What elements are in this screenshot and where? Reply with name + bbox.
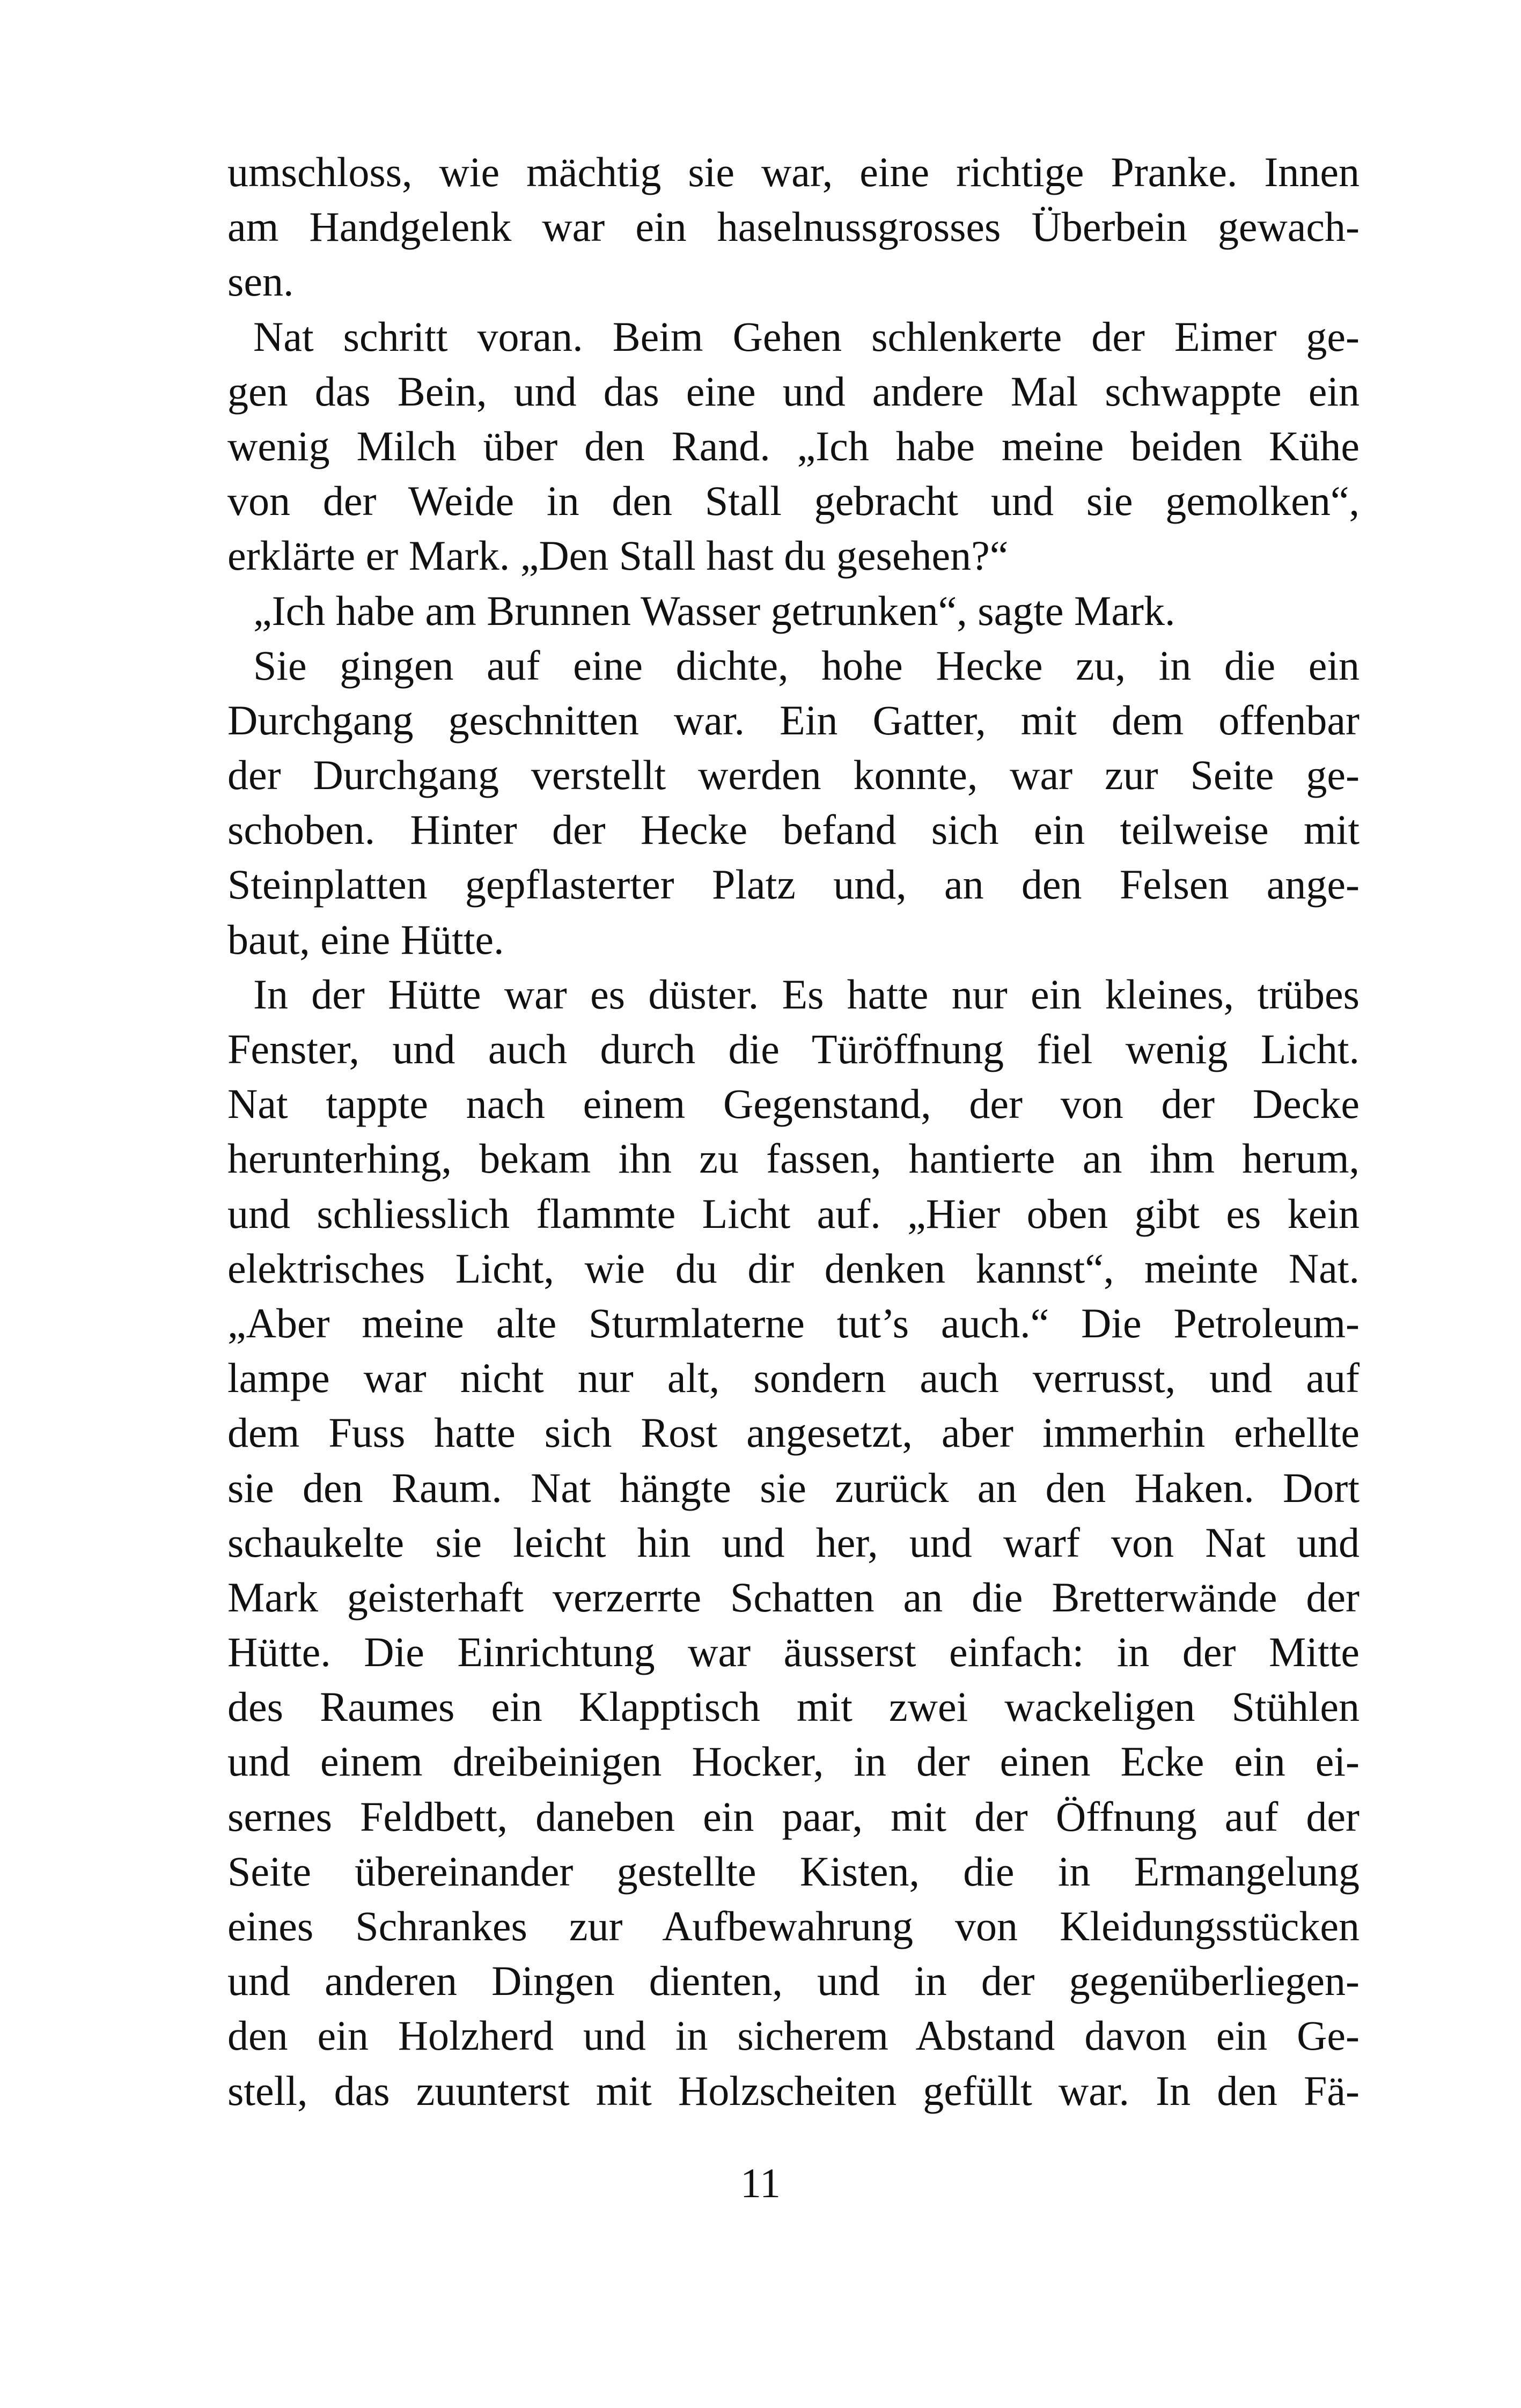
text-line: und anderen Dingen dienten, und in der gegenüberliegen- xyxy=(227,1957,1360,2005)
text-line: sen. xyxy=(227,258,294,305)
text-line: Sie gingen auf eine dichte, hohe Hecke zu, in die ein xyxy=(253,642,1360,689)
page-number: 11 xyxy=(740,2160,781,2206)
text-line: dem Fuss hatte sich Rost angesetzt, aber immerhin erhellte xyxy=(227,1409,1360,1456)
text-line: Durchgang geschnitten war. Ein Gatter, mit dem offenbar xyxy=(227,696,1360,743)
text-line: gen das Bein, und das eine und andere Mal schwappte ein xyxy=(227,367,1360,415)
text-line: Mark geisterhaft verzerrte Schatten an die Bretterwände der xyxy=(227,1573,1360,1621)
text-line: In der Hütte war es düster. Es hatte nur ein kleines, trübes xyxy=(253,970,1360,1018)
text-line: Hütte. Die Einrichtung war äusserst einfach: in der Mitte xyxy=(227,1629,1360,1676)
text-line: und einem dreibeinigen Hocker, in der einen Ecke ein ei- xyxy=(227,1738,1360,1785)
text-line: des Raumes ein Klapptisch mit zwei wackeligen Stühlen xyxy=(227,1683,1360,1730)
text-line: stell, das zuunterst mit Holzscheiten gefüllt war. In den Fä- xyxy=(227,2067,1360,2114)
text-line: Nat schritt voran. Beim Gehen schlenkerte der Eimer ge- xyxy=(253,313,1360,360)
text-line: der Durchgang verstellt werden konnte, war zur Seite ge- xyxy=(227,752,1360,799)
text-line: Steinplatten gepflasterter Platz und, an den Felsen ange- xyxy=(227,861,1360,908)
text-line: wenig Milch über den Rand. „Ich habe meine beiden Kühe xyxy=(227,422,1360,469)
text-line: lampe war nicht nur alt, sondern auch verrusst, und auf xyxy=(227,1354,1360,1402)
text-line: schaukelte sie leicht hin und her, und warf von Nat und xyxy=(227,1519,1360,1566)
text-line: herunterhing, bekam ihn zu fassen, hantierte an ihm herum, xyxy=(227,1135,1360,1182)
text-line: und schliesslich flammte Licht auf. „Hier oben gibt es kein xyxy=(227,1190,1360,1237)
text-line: elektrisches Licht, wie du dir denken kannst“, meinte Nat. xyxy=(227,1244,1360,1292)
text-line: „Ich habe am Brunnen Wasser getrunken“, sagte Mark. xyxy=(253,587,1175,634)
text-line: Nat tappte nach einem Gegenstand, der von der Decke xyxy=(227,1080,1360,1128)
text-line: am Handgelenk war ein haselnussgrosses Überbein gewach- xyxy=(227,203,1360,251)
text-line: Seite übereinander gestellte Kisten, die in Ermangelung xyxy=(227,1847,1360,1895)
text-line: Fenster, und auch durch die Türöffnung fiel wenig Licht. xyxy=(227,1026,1360,1072)
text-line: sernes Feldbett, daneben ein paar, mit der Öffnung auf der xyxy=(227,1793,1360,1840)
text-line: umschloss, wie mächtig sie war, eine richtige Pranke. Innen xyxy=(227,149,1360,195)
text-line: sie den Raum. Nat hängte sie zurück an den Haken. Dort xyxy=(227,1464,1360,1511)
text-line: eines Schrankes zur Aufbewahrung von Kleidungsstücken xyxy=(227,1903,1360,1949)
text-line: „Aber meine alte Sturmlaterne tut’s auch.“ Die Petroleum- xyxy=(227,1299,1360,1346)
text-line: schoben. Hinter der Hecke befand sich ein teilweise mit xyxy=(227,806,1360,853)
text-line: den ein Holzherd und in sicherem Abstand davon ein Ge- xyxy=(227,2012,1360,2059)
text-line: erklärte er Mark. „Den Stall hast du gesehen?“ xyxy=(227,532,1009,579)
body-text xyxy=(227,145,1360,2118)
text-line: von der Weide in den Stall gebracht und sie gemolken“, xyxy=(227,477,1360,525)
text-line: baut, eine Hütte. xyxy=(227,916,504,963)
